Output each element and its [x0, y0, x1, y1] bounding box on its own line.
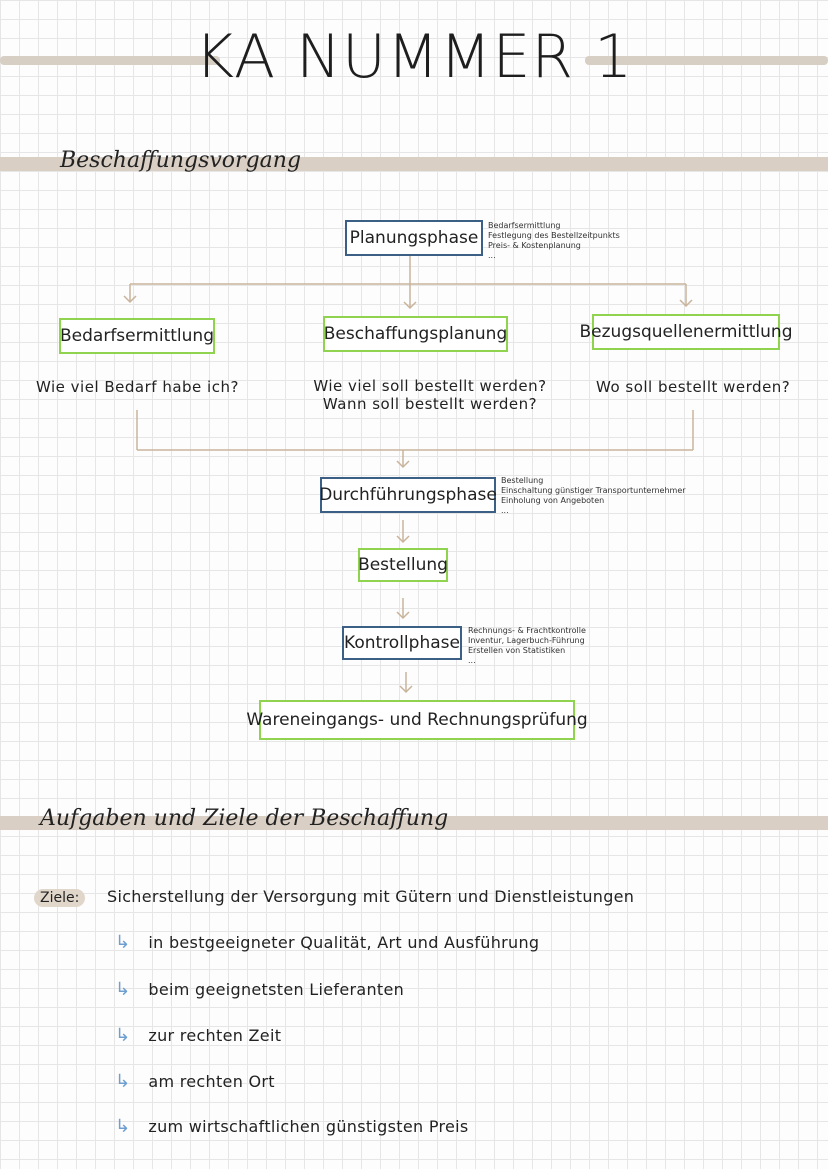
note-line: Einschaltung günstiger Transportunternehmer	[501, 486, 686, 495]
section-heading-aufgaben: Aufgaben und Ziele der Beschaffung	[40, 806, 449, 831]
arrow-return-icon: ↳	[115, 1071, 131, 1092]
page-title: KA NUMMER 1	[194, 22, 634, 92]
note-line: ...	[468, 656, 476, 665]
list-item	[115, 1071, 275, 1092]
note-line: Bestellung	[501, 476, 544, 485]
note-line: Festlegung des Bestellzeitpunkts	[488, 231, 620, 240]
note-line: Preis- & Kostenplanung	[488, 241, 581, 250]
order-box: Bestellung	[358, 548, 448, 582]
ziele-main-text: Sicherstellung der Versorgung mit Gütern und Dienstleistungen	[107, 887, 635, 906]
arrow-return-icon: ↳	[115, 1025, 131, 1046]
arrow-return-icon: ↳	[115, 932, 131, 953]
list-item-text: zur rechten Zeit	[148, 1026, 282, 1045]
note-line: ...	[501, 506, 509, 515]
arrow-return-icon: ↳	[115, 1116, 131, 1137]
note-line: Rechnungs- & Frachtkontrolle	[468, 626, 586, 635]
list-item	[115, 1116, 469, 1137]
list-item-text: in bestgeeigneter Qualität, Art und Ausführung	[148, 933, 540, 952]
section-heading-beschaffungsvorgang: Beschaffungsvorgang	[60, 148, 302, 173]
execution-notes	[501, 476, 686, 516]
question-planung	[300, 377, 560, 413]
execution-phase-box: Durchführungsphase	[320, 477, 496, 513]
branch-bedarfsermittlung-box: Bedarfsermittlung	[59, 318, 215, 354]
note-line: ...	[488, 251, 496, 260]
ziele-badge: Ziele:	[34, 889, 85, 907]
control-phase-box: Kontrollphase	[342, 626, 462, 660]
note-line: Erstellen von Statistiken	[468, 646, 566, 655]
branch-bezugsquellenermittlung-box: Bezugsquellenermittlung	[592, 314, 780, 350]
note-line: Bedarfsermittlung	[488, 221, 561, 230]
question-bedarf: Wie viel Bedarf habe ich?	[36, 378, 239, 396]
list-item-text: am rechten Ort	[148, 1072, 275, 1091]
question-line: Wann soll bestellt werden?	[322, 395, 538, 413]
planning-phase-box: Planungsphase	[345, 220, 483, 256]
list-item-text: beim geeignetsten Lieferanten	[148, 980, 405, 999]
control-notes	[468, 626, 586, 666]
arrow-return-icon: ↳	[115, 979, 131, 1000]
note-line: Inventur, Lagerbuch-Führung	[468, 636, 585, 645]
list-item	[115, 932, 539, 953]
list-item-text: zum wirtschaftlichen günstigsten Preis	[148, 1117, 469, 1136]
final-check-box: Wareneingangs- und Rechnungsprüfung	[259, 700, 575, 740]
question-bezugsquelle: Wo soll bestellt werden?	[596, 378, 791, 396]
list-item	[115, 1025, 281, 1046]
planning-notes	[488, 221, 620, 261]
question-line: Wie viel soll bestellt werden?	[313, 377, 547, 395]
list-item	[115, 979, 404, 1000]
branch-beschaffungsplanung-box: Beschaffungsplanung	[323, 316, 508, 352]
note-line: Einholung von Angeboten	[501, 496, 605, 505]
